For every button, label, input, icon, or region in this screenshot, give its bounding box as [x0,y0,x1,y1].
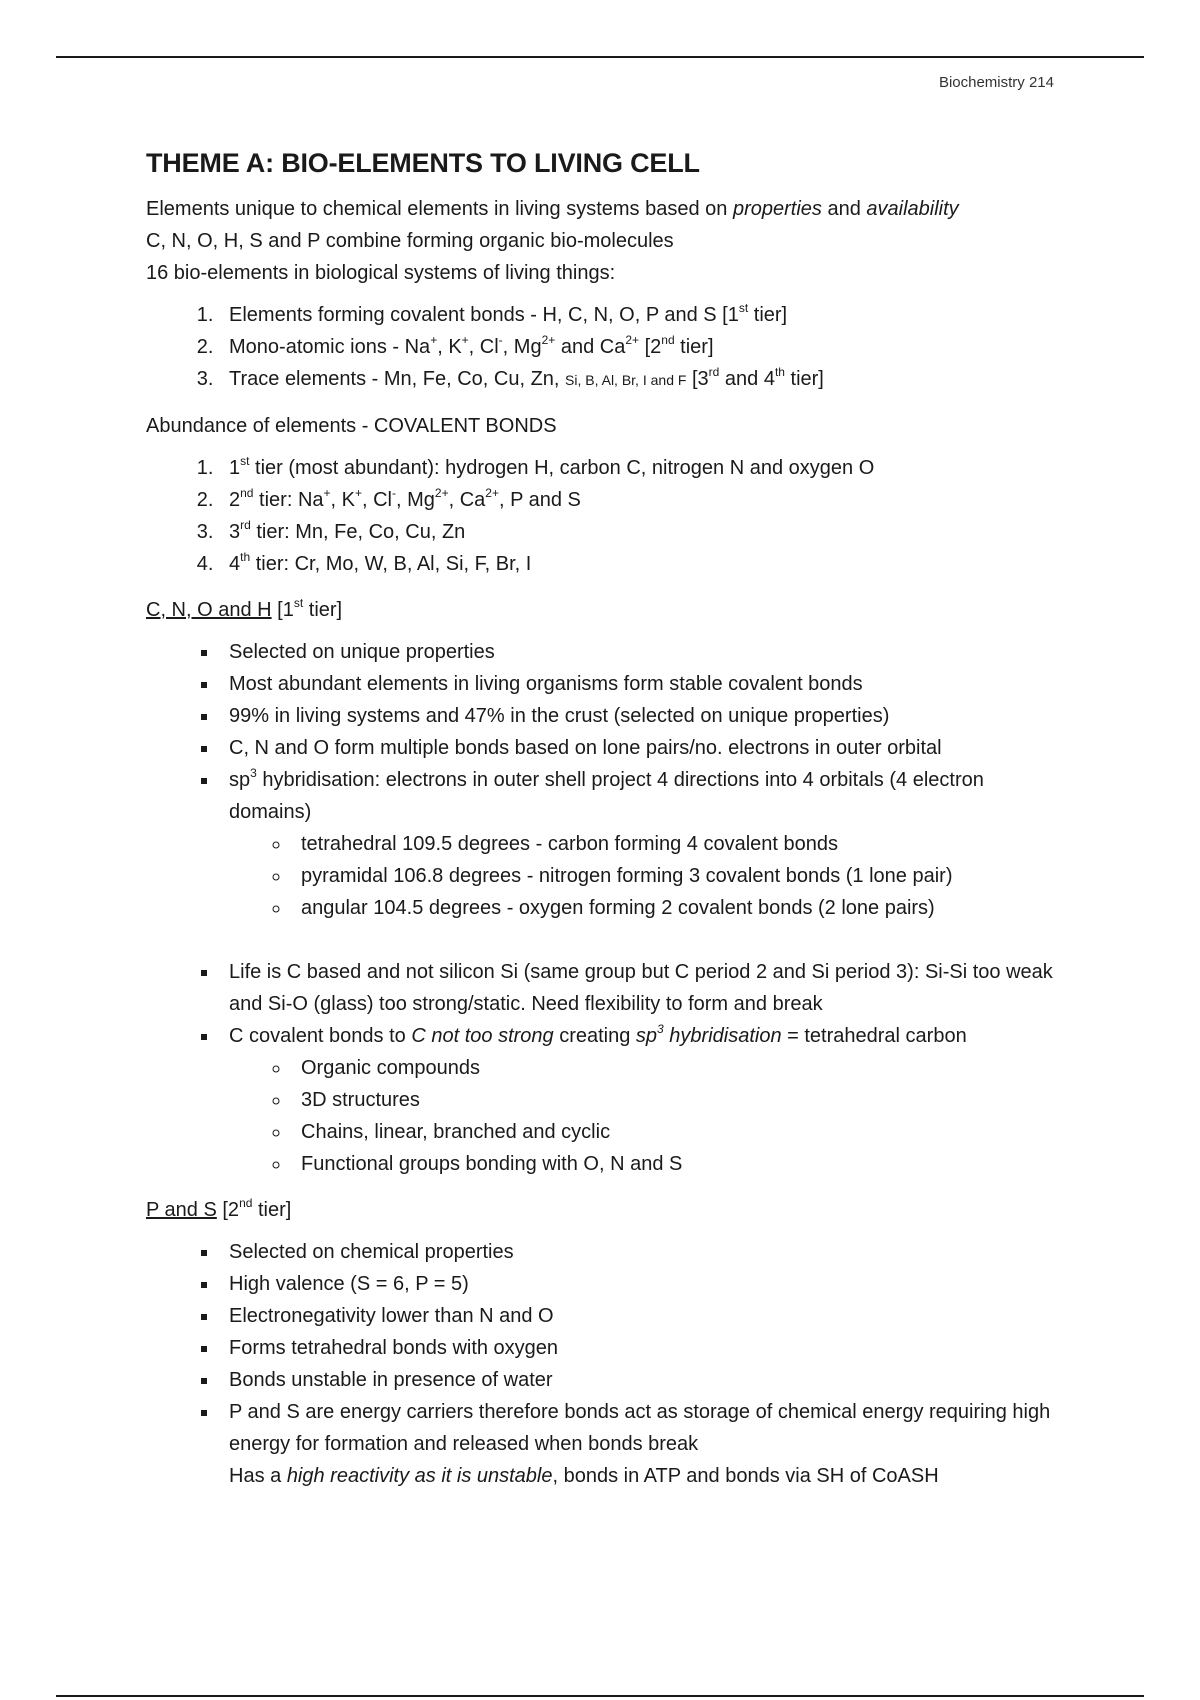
top-divider [56,56,1144,58]
list-item: ▪ C covalent bonds to C not too strong creating $sp^3$ hybridisation = tetrahedral carbon ◦ Organic compounds ◦ 3D structures ◦ Chains, linear, branched and cyclic ◦ Functional groups bonding with O, N and S [219,1020,1066,1180]
cnoh-section-heading: C, N, O and H [1st tier] [146,596,343,621]
spacer [229,924,1066,956]
ps-section-heading: P and S [2nd tier] [146,1196,292,1221]
list-item: ▪ P and S are energy carriers therefore bonds act as storage of chemical energy requiring high energy for formation and released when bonds break Has a high reactivity as it is unstable, bonds in ATP and bonds via SH of CoASH [219,1396,1066,1492]
list-item: ◦ Organic compounds [291,1052,1066,1084]
list-item: ▪ C, N and O form multiple bonds based on lone pairs/no. electrons in outer orbital [219,732,1066,764]
document-body [146,148,1066,1506]
list-item: ▪ Most abundant elements in living organisms form stable covalent bonds [219,668,1066,700]
intro-line-3: 16 bio-elements in biological systems of living things: [146,262,616,284]
list-item: ◦ tetrahedral 109.5 degrees - carbon forming 4 covalent bonds [291,828,1066,860]
list-item: 1. Elements forming covalent bonds - H, C, N, O, P and S [1st tier] [219,299,1066,331]
abundance-list [146,452,1066,580]
carbon-bonds-sublist [229,1052,1066,1180]
list-item: ▪ High valence (S = 6, P = 5) [219,1268,1066,1300]
list-item: ◦ Functional groups bonding with O, N and S [291,1148,1066,1180]
list-item: ▪ Selected on unique properties [219,636,1066,668]
list-item: ▪ Bonds unstable in presence of water [219,1364,1066,1396]
list-item: ▪ Selected on chemical properties [219,1236,1066,1268]
ps-continuation-line: Has a high reactivity as it is unstable, bonds in ATP and bonds via SH of CoASH [229,1465,939,1487]
intro-line-2: C, N, O, H, S and P combine forming organic bio-molecules [146,230,674,252]
list-item: 2. 2nd tier: Na+, K+, Cl-, $Mg^{2+}$, $Ca^{2+}$, P and S [219,484,1066,516]
page-title: THEME A: BIO-ELEMENTS TO LIVING CELL [146,148,700,178]
list-item: ▪ 99% in living systems and 47% in the crust (selected on unique properties) [219,700,1066,732]
list-item: ▪ $sp^3$ hybridisation: electrons in outer shell project 4 directions into 4 orbitals (4 electron domains) ◦ tetrahedral 109.5 degrees - carbon forming 4 covalent bonds ◦ pyramidal 106.8 degrees - nitrogen forming 3 covalent bonds (1 lone pair) ◦ angular 104.5 degrees - oxygen forming 2 covalent bonds (2 lone pairs) [219,764,1066,956]
list-item: ▪ Life is C based and not silicon Si (same group but C period 2 and Si period 3): Si-Si too weak and Si-O (glass) too strong/static. Need flexibility to form and break [219,956,1066,1020]
list-item: ◦ 3D structures [291,1084,1066,1116]
header-course-label: Biochemistry 214 [938,74,1054,91]
abundance-heading: Abundance of elements - COVALENT BONDS [146,415,557,437]
list-item: 4. 4th tier: Cr, Mo, W, B, Al, Si, F, Br, I [219,548,1066,580]
cnoh-bullet-list [146,636,1066,1180]
bio-elements-list [146,299,1066,396]
hybridisation-sublist [229,828,1066,924]
list-item: ◦ pyramidal 106.8 degrees - nitrogen forming 3 covalent bonds (1 lone pair) [291,860,1066,892]
list-item: ▪ Electronegativity lower than N and O [219,1300,1066,1332]
ps-bullet-list [146,1236,1066,1492]
intro-line-1: Elements unique to chemical elements in living systems based on properties and availability [146,198,959,220]
list-item: 2. Mono-atomic ions - Na+, K+, Cl-, $Mg^{2+}$ and $Ca^{2+}$ [2nd tier] [219,331,1066,363]
list-item: ◦ angular 104.5 degrees - oxygen forming 2 covalent bonds (2 lone pairs) [291,892,1066,924]
bottom-divider [56,1695,1144,1697]
list-item: 3. Trace elements - Mn, Fe, Co, Cu, Zn, Si, B, Al, Br, I and F [3rd and 4th tier] [219,363,1066,396]
list-item: ▪ Forms tetrahedral bonds with oxygen [219,1332,1066,1364]
list-item: 3. 3rd tier: Mn, Fe, Co, Cu, Zn [219,516,1066,548]
list-item: ◦ Chains, linear, branched and cyclic [291,1116,1066,1148]
list-item: 1. 1st tier (most abundant): hydrogen H, carbon C, nitrogen N and oxygen O [219,452,1066,484]
